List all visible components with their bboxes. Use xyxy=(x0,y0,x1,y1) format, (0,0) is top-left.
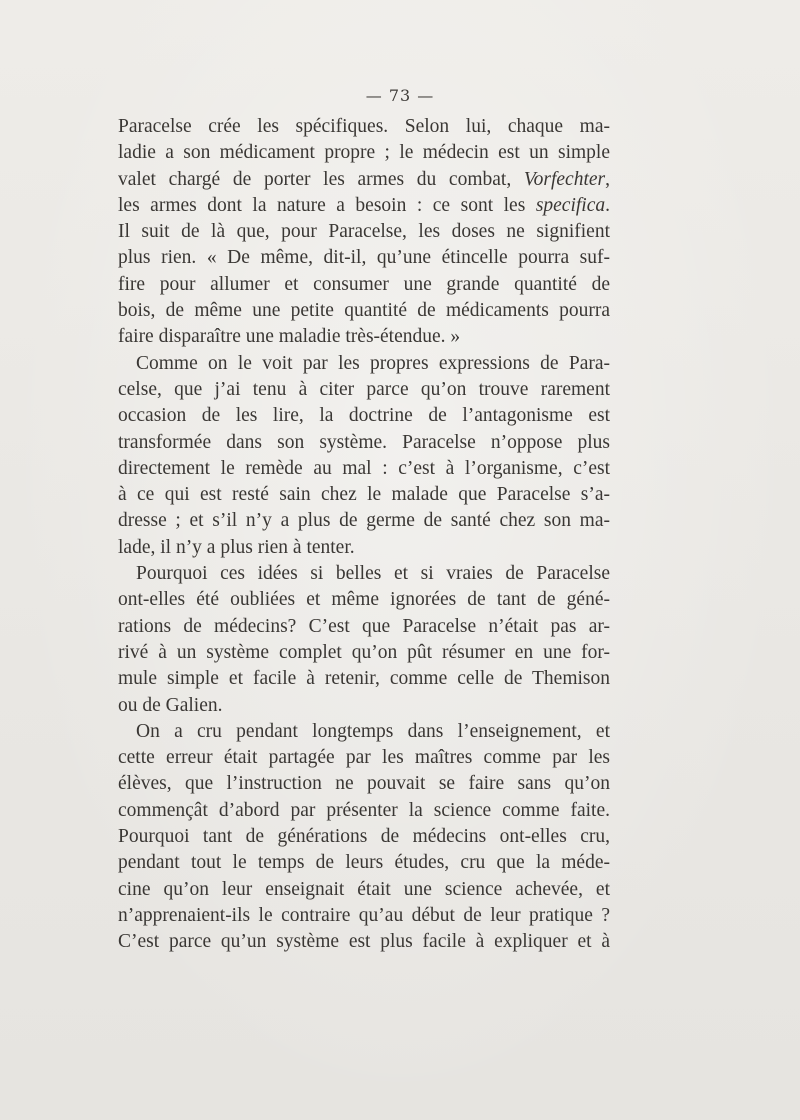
text-line xyxy=(118,719,610,745)
page-number: — 73 — xyxy=(365,86,435,105)
text-segment: ladie a son médicament propre ; le médecin est un simple xyxy=(118,142,610,164)
italic-term: specifica xyxy=(535,194,606,216)
text-segment: transformée dans son système. Paracelse n’oppose plus xyxy=(118,431,610,453)
text-line xyxy=(118,430,610,456)
text-line xyxy=(118,324,610,350)
text-line xyxy=(118,114,610,140)
text-line xyxy=(118,640,610,666)
text-segment: faire disparaître une maladie très-étendue. » xyxy=(118,326,461,348)
text-line xyxy=(118,745,610,771)
text-line xyxy=(118,377,610,403)
text-line xyxy=(118,903,610,929)
text-line xyxy=(118,351,610,377)
text-segment: fire pour allumer et consumer une grande quantité de xyxy=(118,273,610,295)
text-segment: C’est parce qu’un système est plus facile à expliquer et à xyxy=(118,931,610,953)
text-segment: occasion de les lire, la doctrine de l’antagonisme est xyxy=(118,405,610,427)
text-line xyxy=(118,167,610,193)
text-line xyxy=(118,666,610,692)
paragraph xyxy=(118,719,610,956)
text-segment: On a cru pendant longtemps dans l’enseignement, et xyxy=(136,720,610,742)
text-line xyxy=(118,508,610,534)
paragraph xyxy=(118,351,610,561)
text-line xyxy=(118,561,610,587)
text-line xyxy=(118,929,610,955)
text-line xyxy=(118,614,610,640)
text-segment: Comme on le voit par les propres expressions de Para- xyxy=(136,352,610,374)
text-line xyxy=(118,298,610,324)
text-segment: élèves, que l’instruction ne pouvait se faire sans qu’on xyxy=(118,773,610,795)
text-line xyxy=(118,403,610,429)
text-line xyxy=(118,850,610,876)
text-segment: à ce qui est resté sain chez le malade que Paracelse s’a- xyxy=(118,484,610,506)
text-line xyxy=(118,798,610,824)
text-segment: cette erreur était partagée par les maîtres comme par les xyxy=(118,747,610,769)
text-segment: bois, de même une petite quantité de médicaments pourra xyxy=(118,300,610,322)
text-line xyxy=(118,193,610,219)
paragraph xyxy=(118,561,610,719)
text-segment: rivé à un système complet qu’on pût résumer en une for- xyxy=(118,641,610,663)
text-line xyxy=(118,535,610,561)
text-segment: commençât d’abord par présenter la science comme faite. xyxy=(118,799,610,821)
text-segment: Pourquoi ces idées si belles et si vraies de Paracelse xyxy=(136,563,610,585)
text-segment: les armes dont la nature a besoin : ce sont les xyxy=(118,194,536,216)
text-segment: lade, il n’y a plus rien à tenter. xyxy=(118,536,355,558)
text-segment: , xyxy=(605,168,610,190)
body-text xyxy=(118,114,610,956)
text-segment: directement le remède au mal : c’est à l’organisme, c’est xyxy=(118,457,610,479)
text-line xyxy=(118,693,610,719)
paragraph xyxy=(118,114,610,351)
text-line xyxy=(118,587,610,613)
text-segment: celse, que j’ai tenu à citer parce qu’on trouve rarement xyxy=(118,378,610,400)
text-segment: ou de Galien. xyxy=(118,694,223,716)
text-segment: Pourquoi tant de générations de médecins ont-elles cru, xyxy=(118,826,610,848)
text-line xyxy=(118,482,610,508)
text-line xyxy=(118,877,610,903)
italic-term: Vorfechter xyxy=(523,168,606,190)
text-segment: dresse ; et s’il n’y a plus de germe de santé chez son ma- xyxy=(118,510,610,532)
text-segment: ont-elles été oubliées et même ignorées de tant de géné- xyxy=(118,589,610,611)
text-segment: Paracelse crée les spécifiques. Selon lui, chaque ma- xyxy=(118,116,610,137)
text-line xyxy=(118,245,610,271)
text-segment: valet chargé de porter les armes du combat, xyxy=(118,168,524,190)
text-segment: rations de médecins? C’est que Paracelse n’était pas ar- xyxy=(118,615,610,637)
text-segment: cine qu’on leur enseignait était une science achevée, et xyxy=(118,878,610,900)
text-segment: . xyxy=(605,194,610,216)
text-segment: mule simple et facile à retenir, comme celle de Themison xyxy=(118,668,610,690)
text-line xyxy=(118,771,610,797)
text-line xyxy=(118,456,610,482)
text-segment: pendant tout le temps de leurs études, cru que la méde- xyxy=(118,852,610,874)
text-segment: n’apprenaient-ils le contraire qu’au début de leur pratique ? xyxy=(118,904,610,926)
text-line xyxy=(118,824,610,850)
text-line xyxy=(118,219,610,245)
text-segment: plus rien. « De même, dit-il, qu’une étincelle pourra suf- xyxy=(118,247,610,269)
text-line xyxy=(118,140,610,166)
text-segment: Il suit de là que, pour Paracelse, les doses ne signifient xyxy=(118,221,610,243)
text-line xyxy=(118,272,610,298)
